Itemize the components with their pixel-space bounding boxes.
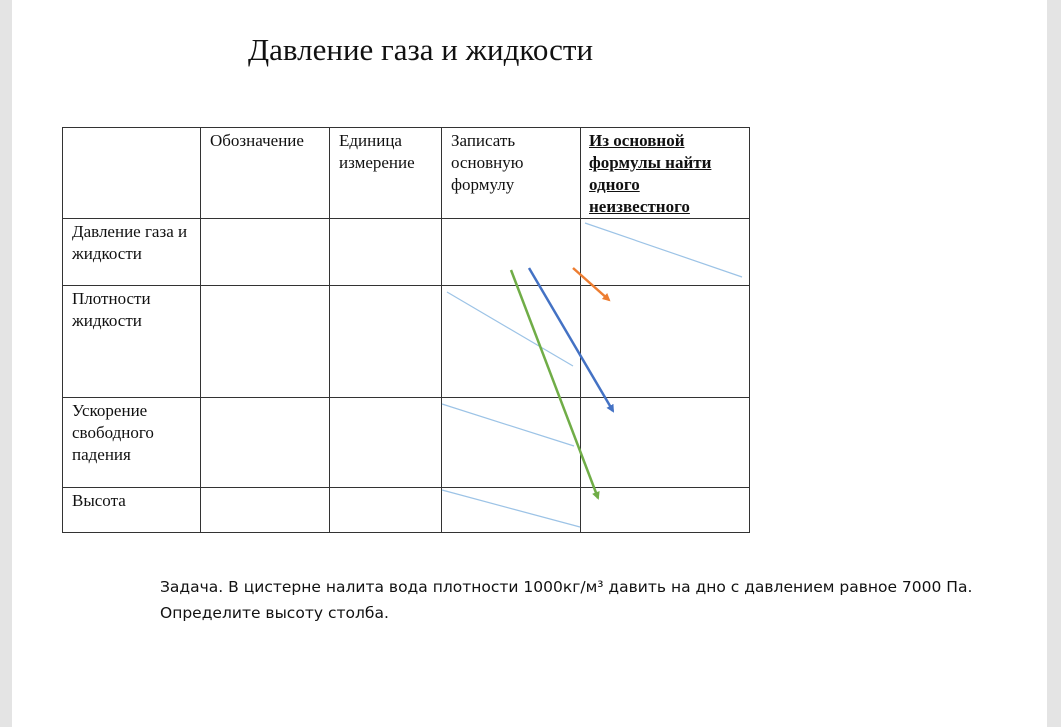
thin-line-2 xyxy=(447,292,573,366)
row-label-pressure: Давление газа и жидкости xyxy=(63,219,201,286)
row-label-density: Плотности жидкости xyxy=(63,286,201,398)
orange-arrow xyxy=(573,268,609,300)
row-label-gravity: Ускорение свободного падения xyxy=(63,398,201,488)
page-title: Давление газа и жидкости xyxy=(248,32,594,67)
task-text xyxy=(160,574,972,626)
thin-line-4 xyxy=(442,490,580,527)
green-arrow xyxy=(511,270,598,498)
header-cell-symbol: Обозначение xyxy=(201,128,330,219)
task-line-2: Определите высоту столба. xyxy=(160,604,389,622)
header-cell-unknown: Из основной формулы найти одного неизвестного xyxy=(581,128,750,219)
task-line-1: Задача. В цистерне налита вода плотности 1000кг/м³ давить на дно с давлением равное 7000 Па. xyxy=(160,578,973,596)
blue-arrow xyxy=(529,268,613,411)
header-cell-formula: Записать основную формулу xyxy=(442,128,581,219)
header-cell-unit: Единица измерение xyxy=(330,128,442,219)
thin-line-3 xyxy=(442,404,574,446)
row-label-height: Высота xyxy=(63,488,201,533)
thin-line-1 xyxy=(585,223,742,277)
